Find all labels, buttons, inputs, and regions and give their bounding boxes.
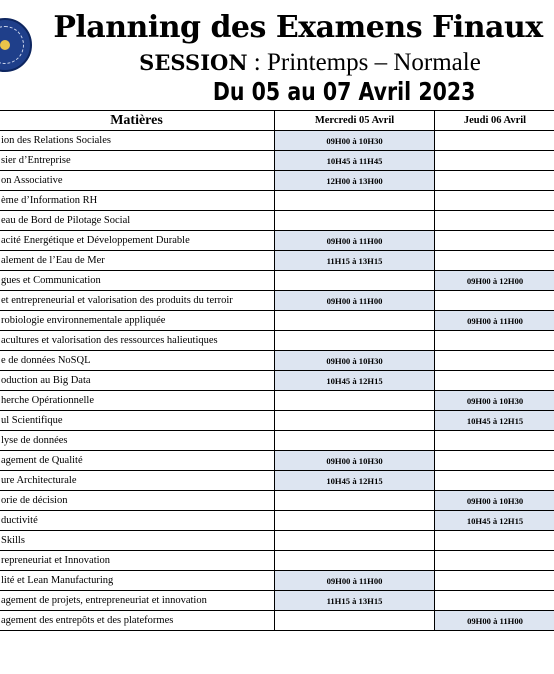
table-row	[0, 151, 554, 171]
table-row	[0, 391, 554, 411]
subject-cell: agement des entrepôts et des plateformes	[0, 611, 275, 631]
subject-cell: lyse de données	[0, 431, 275, 451]
subject-cell: ion des Relations Sociales	[0, 131, 275, 151]
table-row	[0, 511, 554, 531]
mercredi-slot-cell	[275, 551, 435, 571]
mercredi-slot-cell: 12H00 à 13H00	[275, 171, 435, 191]
exam-dates: Du 05 au 07 Avril 2023	[212, 77, 476, 106]
subject-cell: acité Energétique et Développement Durable	[0, 231, 275, 251]
table-row	[0, 471, 554, 491]
jeudi-slot-cell	[435, 131, 554, 151]
jeudi-slot-cell: 10H45 à 12H15	[435, 511, 554, 531]
jeudi-slot-cell: 09H00 à 10H30	[435, 491, 554, 511]
mercredi-slot-cell	[275, 391, 435, 411]
mercredi-slot-cell: 11H15 à 13H15	[275, 591, 435, 611]
jeudi-slot-cell: 09H00 à 11H00	[435, 611, 554, 631]
mercredi-slot-cell: 10H45 à 12H15	[275, 371, 435, 391]
table-row	[0, 531, 554, 551]
subject-cell: acultures et valorisation des ressources halieutiques	[0, 331, 275, 351]
table-row	[0, 331, 554, 351]
mercredi-slot-cell: 09H00 à 11H00	[275, 291, 435, 311]
subject-cell: Skills	[0, 531, 275, 551]
table-row	[0, 171, 554, 191]
table-row	[0, 611, 554, 631]
mercredi-slot-cell	[275, 311, 435, 331]
subject-cell: et entrepreneurial et valorisation des produits du terroir	[0, 291, 275, 311]
table-row	[0, 431, 554, 451]
university-logo	[0, 18, 32, 72]
table-row	[0, 131, 554, 151]
mercredi-slot-cell	[275, 331, 435, 351]
mercredi-slot-cell	[275, 511, 435, 531]
jeudi-slot-cell	[435, 531, 554, 551]
jeudi-slot-cell	[435, 171, 554, 191]
table-row	[0, 231, 554, 251]
subject-cell: agement de Qualité	[0, 451, 275, 471]
jeudi-slot-cell	[435, 451, 554, 471]
subject-cell: ul Scientifique	[0, 411, 275, 431]
jeudi-slot-cell	[435, 251, 554, 271]
mercredi-slot-cell	[275, 211, 435, 231]
table-row	[0, 191, 554, 211]
jeudi-slot-cell: 09H00 à 11H00	[435, 311, 554, 331]
mercredi-slot-cell: 10H45 à 12H15	[275, 471, 435, 491]
jeudi-slot-cell: 09H00 à 12H00	[435, 271, 554, 291]
jeudi-slot-cell	[435, 571, 554, 591]
exam-schedule-table	[0, 110, 554, 631]
mercredi-slot-cell: 09H00 à 11H00	[275, 571, 435, 591]
jeudi-slot-cell	[435, 191, 554, 211]
mercredi-slot-cell	[275, 431, 435, 451]
mercredi-slot-cell	[275, 531, 435, 551]
table-row	[0, 451, 554, 471]
table-row	[0, 571, 554, 591]
jeudi-slot-cell	[435, 151, 554, 171]
jeudi-slot-cell	[435, 431, 554, 451]
jeudi-slot-cell	[435, 351, 554, 371]
jeudi-slot-cell	[435, 471, 554, 491]
subject-cell: gues et Communication	[0, 271, 275, 291]
subject-cell: orie de décision	[0, 491, 275, 511]
mercredi-slot-cell	[275, 611, 435, 631]
subject-cell: e de données NoSQL	[0, 351, 275, 371]
jeudi-slot-cell	[435, 331, 554, 351]
mercredi-slot-cell	[275, 411, 435, 431]
table-row	[0, 411, 554, 431]
mercredi-slot-cell: 09H00 à 10H30	[275, 351, 435, 371]
table-row	[0, 551, 554, 571]
table-row	[0, 351, 554, 371]
subject-cell: repreneuriat et Innovation	[0, 551, 275, 571]
mercredi-slot-cell: 10H45 à 11H45	[275, 151, 435, 171]
jeudi-slot-cell: 10H45 à 12H15	[435, 411, 554, 431]
mercredi-slot-cell: 09H00 à 10H30	[275, 451, 435, 471]
subject-cell: agement de projets, entrepreneuriat et innovation	[0, 591, 275, 611]
jeudi-slot-cell	[435, 591, 554, 611]
table-row	[0, 371, 554, 391]
subject-cell: sier d’Entreprise	[0, 151, 275, 171]
subject-cell: ductivité	[0, 511, 275, 531]
mercredi-slot-cell: 09H00 à 11H00	[275, 231, 435, 251]
page-title: Planning des Examens Finaux	[53, 10, 543, 45]
subject-cell: lité et Lean Manufacturing	[0, 571, 275, 591]
session-line	[100, 48, 520, 78]
mercredi-slot-cell	[275, 491, 435, 511]
jeudi-slot-cell	[435, 291, 554, 311]
jeudi-slot-cell	[435, 551, 554, 571]
mercredi-slot-cell: 11H15 à 13H15	[275, 251, 435, 271]
session-value: : Printemps – Normale	[253, 49, 481, 76]
subject-cell: robiologie environnementale appliquée	[0, 311, 275, 331]
jeudi-slot-cell	[435, 231, 554, 251]
session-label: SESSION	[139, 50, 248, 75]
table-row	[0, 291, 554, 311]
table-row	[0, 211, 554, 231]
subject-cell: ure Architecturale	[0, 471, 275, 491]
subject-cell: on Associative	[0, 171, 275, 191]
table-row	[0, 311, 554, 331]
mercredi-slot-cell	[275, 271, 435, 291]
mercredi-slot-cell: 09H00 à 10H30	[275, 131, 435, 151]
column-header-jeudi: Jeudi 06 Avril	[435, 111, 554, 131]
table-header-row	[0, 111, 554, 131]
jeudi-slot-cell	[435, 371, 554, 391]
table-row	[0, 251, 554, 271]
column-header-matieres: Matières	[0, 111, 275, 131]
subject-cell: alement de l’Eau de Mer	[0, 251, 275, 271]
subject-cell: ème d’Information RH	[0, 191, 275, 211]
jeudi-slot-cell: 09H00 à 10H30	[435, 391, 554, 411]
subject-cell: oduction au Big Data	[0, 371, 275, 391]
mercredi-slot-cell	[275, 191, 435, 211]
logo-emblem	[0, 40, 10, 50]
subject-cell: herche Opérationnelle	[0, 391, 275, 411]
column-header-mercredi: Mercredi 05 Avril	[275, 111, 435, 131]
table-row	[0, 271, 554, 291]
table-row	[0, 591, 554, 611]
table-row	[0, 491, 554, 511]
jeudi-slot-cell	[435, 211, 554, 231]
subject-cell: eau de Bord de Pilotage Social	[0, 211, 275, 231]
